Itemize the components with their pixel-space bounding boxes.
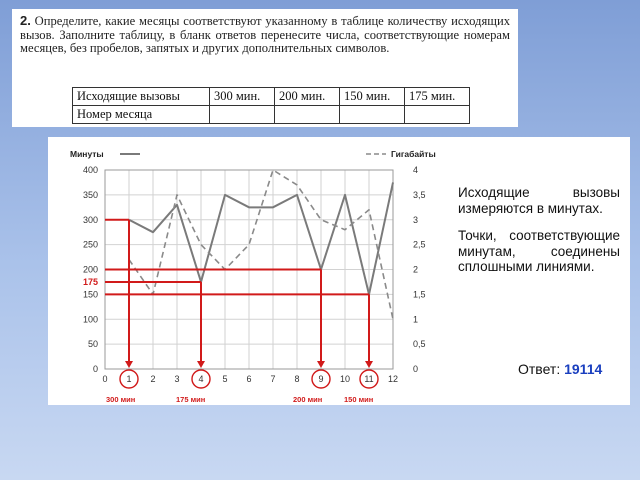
x-tick-label: 0 <box>102 374 108 384</box>
x-tick-label: 11 <box>364 374 374 384</box>
y-right-tick-label: 2,5 <box>413 239 426 250</box>
legend-gb-label: Гигабайты <box>391 149 436 159</box>
y-left-tick-label: 350 <box>82 189 98 200</box>
legend-minutes-label: Минуты <box>70 149 104 159</box>
table-cell-150: 150 мин. <box>340 88 405 106</box>
y-right-tick-label: 0 <box>413 364 419 374</box>
table-row <box>73 88 470 106</box>
y-left-tick-label: 400 <box>82 165 98 175</box>
task-text <box>20 14 510 56</box>
y-right-tick-label: 0,5 <box>413 339 426 350</box>
answer-label: Ответ: <box>518 361 561 377</box>
y-right-tick-label: 3,5 <box>413 189 426 200</box>
y-right-tick-label: 4 <box>413 165 419 175</box>
x-tick-label: 9 <box>318 374 324 384</box>
x-tick-label: 10 <box>339 374 351 384</box>
x-tick-label: 5 <box>222 374 228 384</box>
explanation-para-1: Исходящие вызовы измеряются в минутах. <box>458 185 620 216</box>
task-card <box>12 9 518 127</box>
y-left-tick-label: 200 <box>82 264 98 275</box>
x-tick-label: 1 <box>126 374 132 384</box>
table-cell-175: 175 мин. <box>405 88 470 106</box>
chart-card <box>48 137 630 405</box>
y-right-tick-label: 1 <box>413 314 419 325</box>
x-tick-label: 3 <box>174 374 180 384</box>
highlight-tick-label: 175 <box>82 276 98 287</box>
answer-value: 19114 <box>564 361 603 377</box>
x-tick-label: 7 <box>270 374 276 384</box>
table-answer-cell[interactable] <box>275 106 340 124</box>
y-right-tick-label: 1,5 <box>413 289 426 300</box>
y-left-tick-label: 250 <box>82 239 98 250</box>
highlight-label: 300 мин <box>106 395 136 404</box>
highlight-arrow-head <box>125 361 133 368</box>
y-left-tick-label: 0 <box>92 364 98 374</box>
highlight-label: 150 мин <box>344 395 374 404</box>
y-left-tick-label: 100 <box>82 314 98 325</box>
y-left-tick-label: 50 <box>87 339 98 350</box>
highlight-arrow-head <box>317 361 325 368</box>
task-number: 2. <box>20 13 31 28</box>
highlight-label: 200 мин <box>293 395 323 404</box>
x-tick-label: 2 <box>150 374 156 384</box>
table-cell-300: 300 мин. <box>210 88 275 106</box>
highlight-arrow-head <box>197 361 205 368</box>
table-header-month: Номер месяца <box>73 106 210 124</box>
series-minutes-line <box>129 182 393 294</box>
y-left-tick-label: 300 <box>82 214 98 225</box>
table-cell-200: 200 мин. <box>275 88 340 106</box>
chart <box>48 137 458 405</box>
x-tick-label: 6 <box>246 374 252 384</box>
y-right-tick-label: 2 <box>413 264 419 275</box>
highlight-arrow-head <box>365 361 373 368</box>
x-tick-label: 12 <box>387 374 399 384</box>
table-answer-cell[interactable] <box>405 106 470 124</box>
highlight-label: 175 мин <box>176 395 206 404</box>
y-right-tick-label: 3 <box>413 214 419 225</box>
table-row <box>73 106 470 124</box>
x-tick-label: 4 <box>198 374 204 384</box>
explanation-para-2: Точки, соответствующие минутам, соединены сплошными линиями. <box>458 228 620 274</box>
table-header-calls: Исходящие вызовы <box>73 88 210 106</box>
table-answer-cell[interactable] <box>340 106 405 124</box>
table-answer-cell[interactable] <box>210 106 275 124</box>
task-body: Определите, какие месяцы соответствуют указанному в таблице количеству исходящих вызов. Заполните таблицу, в бланк ответов перенесите числа, соответствующие номерам месяцев, без пробелов, запятых и других дополнительных символов. <box>20 14 510 56</box>
answer <box>518 361 602 377</box>
y-left-tick-label: 150 <box>82 289 98 300</box>
x-tick-label: 8 <box>294 374 300 384</box>
explanation <box>458 185 620 287</box>
answer-table <box>72 87 470 124</box>
